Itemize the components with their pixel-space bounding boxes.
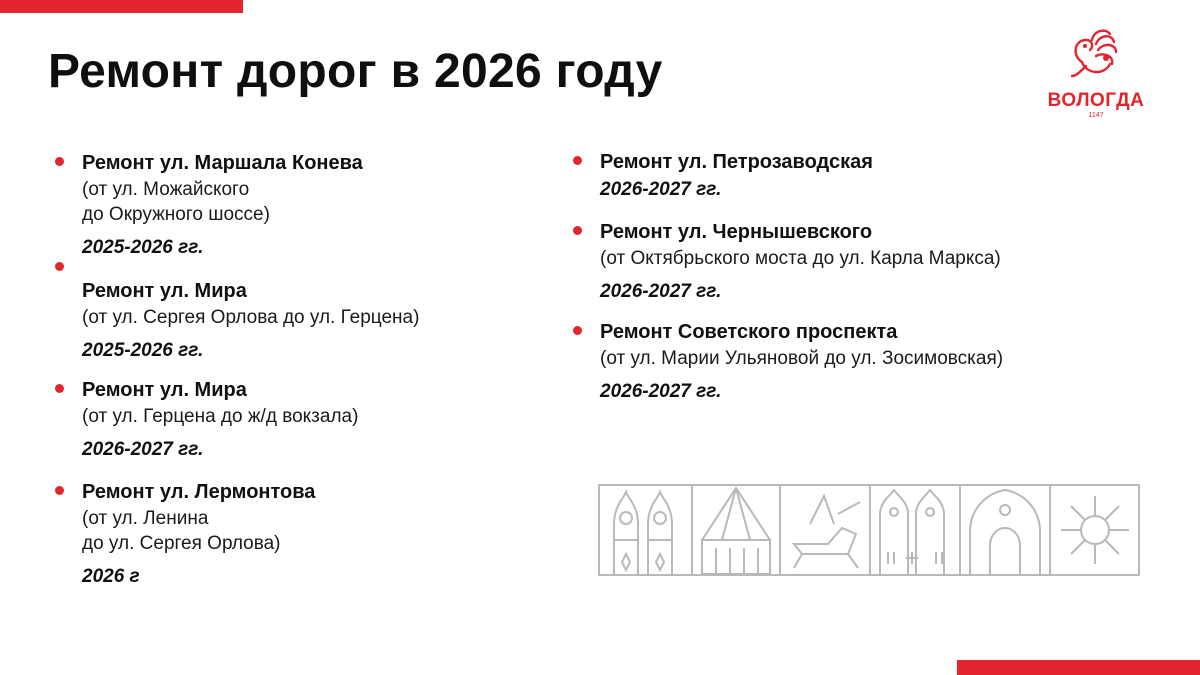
- item-description: (от ул. Ленина до ул. Сергея Орлова): [82, 508, 281, 554]
- bird-emblem-icon: [1066, 26, 1126, 88]
- item-years: 2025-2026 гг.: [82, 237, 204, 258]
- bullet-dot: [573, 226, 582, 235]
- bullet-dot: [55, 384, 64, 393]
- list-item: [82, 150, 363, 261]
- item-description: (от ул. Марии Ульяновой до ул. Зосимовская): [600, 348, 1004, 369]
- bullet-dot: [55, 262, 64, 271]
- list-item: [600, 219, 1001, 305]
- item-description: (от Октябрьского моста до ул. Карла Маркса): [600, 248, 1001, 269]
- bullet-dot: [573, 156, 582, 165]
- item-years: 2025-2026 гг.: [82, 340, 204, 361]
- item-description: (от ул. Сергея Орлова до ул. Герцена): [82, 307, 420, 328]
- item-years: 2026-2027 гг.: [600, 381, 722, 402]
- item-title: Ремонт ул. Чернышевского: [600, 221, 873, 243]
- vologda-logo: [1040, 26, 1152, 130]
- item-title: Ремонт ул. Лермонтова: [82, 481, 316, 503]
- list-item: [82, 479, 315, 590]
- bullet-dot: [573, 326, 582, 335]
- bullet-dot: [55, 157, 64, 166]
- list-item: [600, 319, 1003, 405]
- item-title: Ремонт ул. Мира: [82, 379, 247, 401]
- bottom-accent-bar: [957, 660, 1200, 675]
- item-years: 2026-2027 гг.: [82, 439, 204, 460]
- logo-year: 1147: [1088, 112, 1104, 119]
- item-description: (от ул. Можайского до Окружного шоссе): [82, 179, 270, 225]
- item-title: Ремонт ул. Маршала Конева: [82, 152, 363, 174]
- item-years: 2026 г: [82, 566, 140, 587]
- page-title: Ремонт дорог в 2026 году: [48, 45, 663, 98]
- bullet-dot: [55, 486, 64, 495]
- item-title: Ремонт ул. Петрозаводская: [600, 151, 873, 173]
- vologda-architecture-ornament-icon: [598, 484, 1140, 576]
- logo-wordmark: ВОЛОГДА: [1047, 90, 1145, 111]
- item-title: Ремонт ул. Мира: [82, 280, 247, 302]
- item-years: 2026-2027 гг.: [600, 281, 722, 302]
- list-item: [600, 149, 873, 203]
- top-accent-bar: [0, 0, 243, 13]
- list-item: [82, 377, 358, 463]
- item-title: Ремонт Советского проспекта: [600, 321, 898, 343]
- item-description: (от ул. Герцена до ж/д вокзала): [82, 406, 359, 427]
- item-years: 2026-2027 гг.: [600, 179, 722, 200]
- list-item: [82, 278, 419, 364]
